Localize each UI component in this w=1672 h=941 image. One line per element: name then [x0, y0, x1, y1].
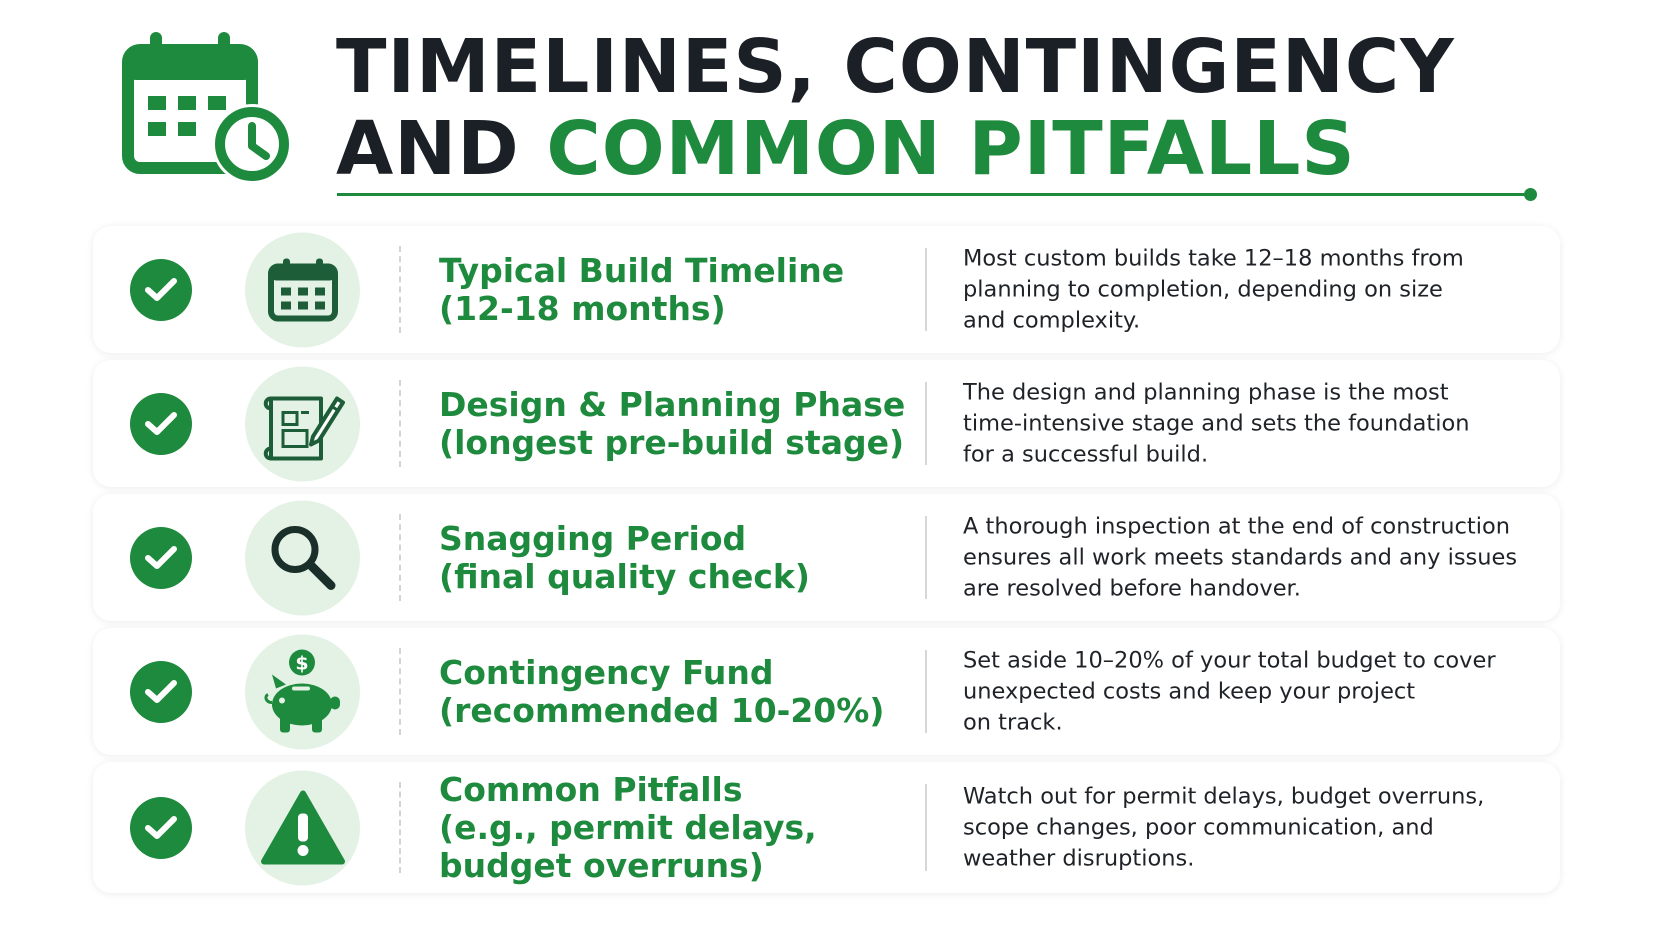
item-description — [963, 781, 1523, 874]
divider — [925, 382, 927, 465]
heading-line: (12-18 months) — [439, 288, 726, 328]
item-heading — [439, 520, 939, 596]
dashed-divider — [399, 380, 401, 467]
title-underline — [337, 193, 1529, 196]
dashed-divider — [399, 246, 401, 333]
check-icon — [130, 259, 192, 321]
page-title — [336, 26, 1455, 190]
description-line: and complexity. — [963, 307, 1141, 333]
item-heading — [439, 386, 939, 462]
title-line-2-dark: AND — [336, 106, 547, 192]
list-item-snagging-period — [93, 494, 1560, 621]
description-line: Set aside 10–20% of your total budget to cover — [963, 647, 1496, 673]
description-line: Watch out for permit delays, budget overruns, — [963, 783, 1485, 809]
title-line-2-accent: COMMON PITFALLS — [546, 106, 1356, 192]
list-item-contingency-fund — [93, 628, 1560, 755]
magnifying-glass-icon — [245, 500, 360, 615]
piggy-bank-icon — [245, 634, 360, 749]
dashed-divider — [399, 514, 401, 601]
blueprint-pencil-icon — [245, 366, 360, 481]
heading-line: Design & Planning Phase — [439, 384, 906, 424]
description-line: time-intensive stage and sets the foundation — [963, 410, 1470, 436]
divider — [925, 248, 927, 331]
item-description — [963, 377, 1523, 470]
divider — [925, 784, 927, 871]
heading-line: Typical Build Timeline — [439, 250, 845, 290]
check-icon — [130, 527, 192, 589]
heading-line: (longest pre-build stage) — [439, 422, 905, 462]
warning-icon — [245, 770, 360, 885]
description-line: planning to completion, depending on size — [963, 276, 1443, 302]
description-line: unexpected costs and keep your project — [963, 678, 1416, 704]
description-line: A thorough inspection at the end of construction — [963, 513, 1510, 539]
check-icon — [130, 661, 192, 723]
title-underline-dot — [1524, 188, 1537, 201]
title-line-1: TIMELINES, CONTINGENCY — [336, 24, 1455, 110]
item-heading — [439, 252, 939, 328]
heading-line: Contingency Fund — [439, 652, 774, 692]
divider — [925, 650, 927, 733]
description-line: for a successful build. — [963, 441, 1209, 467]
divider — [925, 516, 927, 599]
item-description — [963, 243, 1523, 336]
list-item-build-timeline — [93, 226, 1560, 353]
dashed-divider — [399, 782, 401, 873]
description-line: on track. — [963, 709, 1063, 735]
description-line: ensures all work meets standards and any issues — [963, 544, 1518, 570]
calendar-icon — [245, 232, 360, 347]
item-heading — [439, 771, 939, 885]
item-description — [963, 511, 1523, 604]
item-list — [93, 226, 1560, 893]
heading-line: (final quality check) — [439, 556, 810, 596]
item-heading — [439, 654, 939, 730]
check-icon — [130, 797, 192, 859]
heading-line: Snagging Period — [439, 518, 747, 558]
list-item-design-planning — [93, 360, 1560, 487]
description-line: weather disruptions. — [963, 845, 1195, 871]
heading-line: (e.g., permit delays, — [439, 807, 817, 847]
item-description — [963, 645, 1523, 738]
description-line: are resolved before handover. — [963, 575, 1301, 601]
heading-line: (recommended 10-20%) — [439, 690, 885, 730]
description-line: Most custom builds take 12–18 months from — [963, 245, 1464, 271]
heading-line: Common Pitfalls — [439, 769, 743, 809]
list-item-common-pitfalls — [93, 762, 1560, 893]
description-line: The design and planning phase is the most — [963, 379, 1449, 405]
dashed-divider — [399, 648, 401, 735]
svg-text:$: $ — [294, 652, 309, 675]
description-line: scope changes, poor communication, and — [963, 814, 1434, 840]
heading-line: budget overruns) — [439, 845, 764, 885]
check-icon — [130, 393, 192, 455]
calendar-clock-icon — [122, 28, 300, 190]
